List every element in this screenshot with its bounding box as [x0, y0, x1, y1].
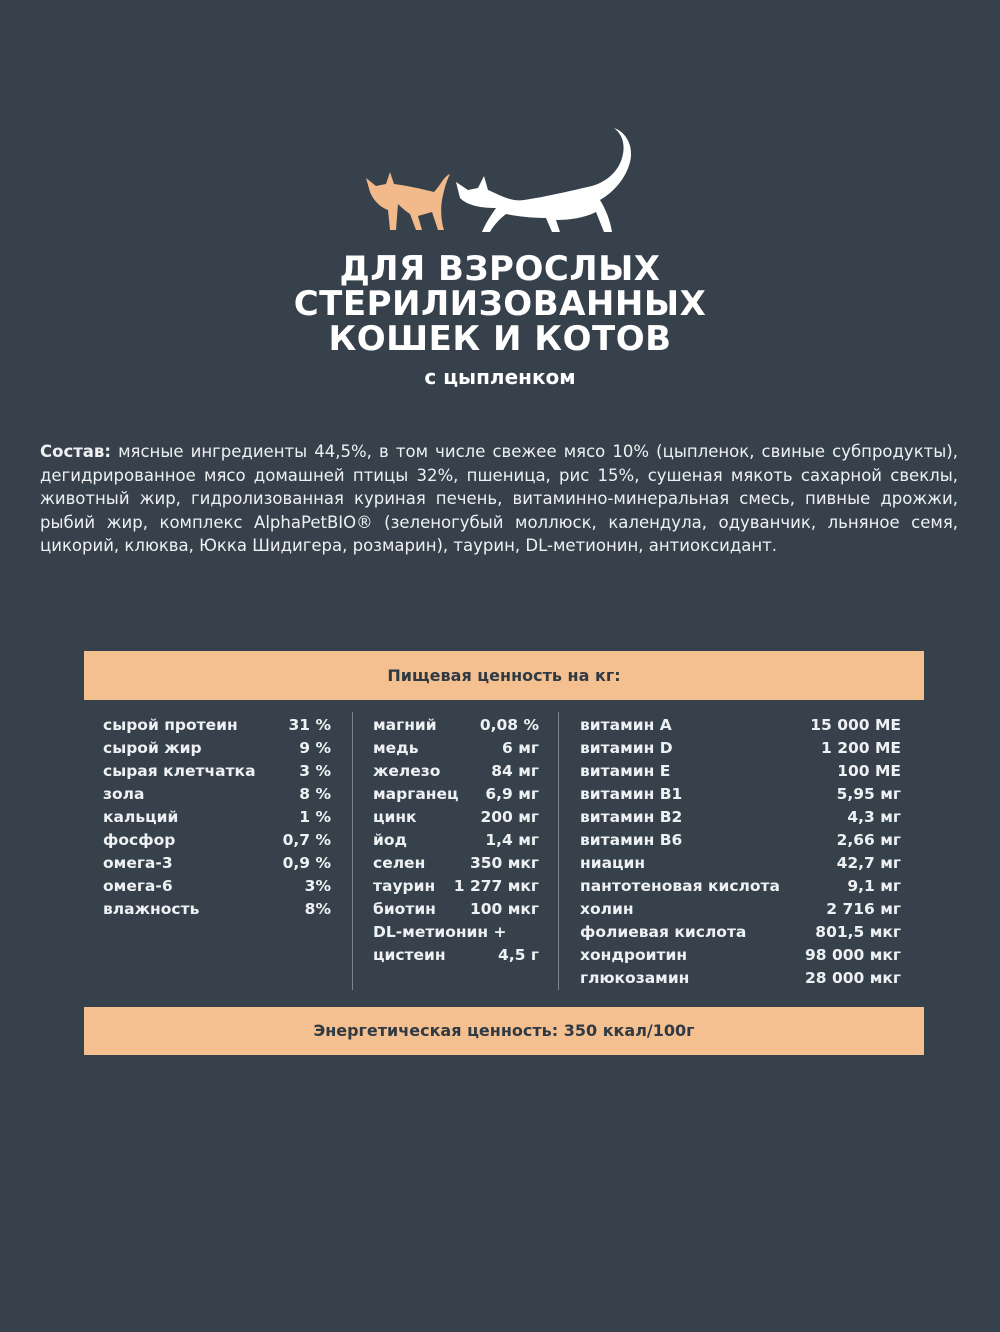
nutrient-value: 350 мкг [469, 854, 539, 872]
nutrient-row [373, 921, 539, 944]
column-divider [558, 712, 559, 990]
nutrient-name: биотин [373, 900, 436, 918]
nutrient-row [373, 806, 539, 829]
nutrient-row [373, 944, 539, 967]
nutrient-name: витамин D [580, 739, 673, 757]
nutrient-row [373, 760, 539, 783]
cat-icon [456, 128, 631, 232]
nutrient-value: 1,4 мг [485, 831, 539, 849]
nutrient-row [580, 852, 901, 875]
nutrient-name: омега-3 [103, 854, 173, 872]
nutrient-row [103, 783, 331, 806]
brand-logo [360, 120, 640, 240]
nutrient-value: 31 % [288, 716, 331, 734]
nutrient-name: цистеин [373, 946, 446, 964]
nutrient-value: 0,08 % [479, 716, 539, 734]
nutrient-name: ниацин [580, 854, 646, 872]
composition-body: мясные ингредиенты 44,5%, в том числе свежее мясо 10% (цыпленок, свиные субпродукты), дегидрированное мясо домашней птицы 32%, пшеница, рис 15%, сушеная мякоть сахарной свеклы, животный жир, гидролизованная куриная печень, витаминно-минеральная смесь, пивные дрожжи, рыбий жир, комплекс AlphaPetBIO® (зеленогубый моллюск, календула, одуванчик, льняное семя, цикорий, клюква, Юкка Шидигера, розмарин), таурин, DL-метионин, антиоксидант. [40, 442, 958, 555]
nutrient-name: марганец [373, 785, 459, 803]
product-title [0, 249, 1000, 359]
nutrient-name: витамин E [580, 762, 671, 780]
nutrient-value: 15 000 МЕ [810, 716, 901, 734]
nutrient-name: витамин B6 [580, 831, 683, 849]
nutrient-row [373, 852, 539, 875]
nutrient-value: 100 МЕ [837, 762, 901, 780]
energy-value: Энергетическая ценность: 350 ккал/100г [84, 1007, 924, 1055]
nutrient-row [580, 921, 901, 944]
nutrient-row [373, 898, 539, 921]
composition-label: Состав: [40, 442, 111, 461]
nutrient-row [103, 806, 331, 829]
nutrient-value: 6,9 мг [485, 785, 539, 803]
nutrient-value: 3 % [299, 762, 331, 780]
nutrient-row [373, 737, 539, 760]
nutrient-name: сырая клетчатка [103, 762, 256, 780]
nutrient-value: 1 200 МЕ [821, 739, 901, 757]
title-line: КОШЕК И КОТОВ [328, 319, 672, 359]
nutrient-row [580, 967, 901, 990]
nutrient-value: 100 мкг [469, 900, 539, 918]
nutrient-name: медь [373, 739, 419, 757]
nutrient-value: 9,1 мг [847, 877, 901, 895]
nutrient-name: селен [373, 854, 426, 872]
nutrient-value: 2 716 мг [826, 900, 901, 918]
nutrient-row [580, 783, 901, 806]
nutrient-name: зола [103, 785, 145, 803]
nutrient-value: 1 277 мкг [453, 877, 539, 895]
nutrient-name: таурин [373, 877, 436, 895]
nutrient-value: 8 % [299, 785, 331, 803]
nutrient-row [103, 898, 331, 921]
nutrient-name: пантотеновая кислота [580, 877, 780, 895]
nutrient-row [373, 714, 539, 737]
nutrient-row [580, 737, 901, 760]
nutrient-row [103, 714, 331, 737]
nutrient-value: 4,5 г [498, 946, 539, 964]
nutrient-name: цинк [373, 808, 417, 826]
nutrient-row [580, 806, 901, 829]
nutrient-row [580, 760, 901, 783]
nutrient-value: 0,7 % [282, 831, 331, 849]
nutrient-name: витамин B1 [580, 785, 683, 803]
nutrient-name: фолиевая кислота [580, 923, 747, 941]
nutrient-name: фосфор [103, 831, 176, 849]
nutrient-name: магний [373, 716, 437, 734]
nutrient-value: 1 % [299, 808, 331, 826]
nutrient-value: 0,9 % [282, 854, 331, 872]
product-subtitle: с цыпленком [424, 365, 576, 389]
nutrient-value: 801,5 мкг [815, 923, 901, 941]
nutrient-row [103, 852, 331, 875]
nutrient-row [103, 829, 331, 852]
nutrition-column-2 [373, 714, 539, 967]
title-line: СТЕРИЛИЗОВАННЫХ [293, 284, 707, 324]
nutrient-row [580, 944, 901, 967]
nutrient-name: холин [580, 900, 634, 918]
nutrient-name: DL-метионин + [373, 923, 507, 941]
nutrient-name: железо [373, 762, 441, 780]
nutrient-name: йод [373, 831, 408, 849]
nutrition-header: Пищевая ценность на кг: [84, 651, 924, 700]
nutrient-name: сырой жир [103, 739, 202, 757]
nutrient-name: хондроитин [580, 946, 688, 964]
nutrient-row [373, 829, 539, 852]
nutrient-value: 84 мг [491, 762, 539, 780]
nutrient-row [103, 875, 331, 898]
kitten-icon [366, 172, 450, 230]
nutrient-row [580, 875, 901, 898]
nutrient-value: 6 мг [502, 739, 539, 757]
nutrient-value: 5,95 мг [836, 785, 901, 803]
nutrient-row [103, 760, 331, 783]
nutrient-value: 8% [304, 900, 331, 918]
column-divider [352, 712, 353, 990]
nutrient-row [580, 829, 901, 852]
nutrient-name: витамин А [580, 716, 672, 734]
nutrient-name: омега-6 [103, 877, 173, 895]
nutrient-row [373, 875, 539, 898]
nutrient-name: кальций [103, 808, 179, 826]
nutrient-value: 3% [304, 877, 331, 895]
composition-text [40, 440, 958, 558]
nutrient-row [580, 898, 901, 921]
nutrient-row [580, 714, 901, 737]
nutrition-column-1 [103, 714, 331, 921]
nutrient-name: сырой протеин [103, 716, 238, 734]
nutrient-value: 98 000 мкг [804, 946, 901, 964]
nutrient-row [373, 783, 539, 806]
nutrient-value: 9 % [299, 739, 331, 757]
title-line: ДЛЯ ВЗРОСЛЫХ [339, 249, 661, 289]
nutrient-row [103, 737, 331, 760]
nutrient-value: 42,7 мг [836, 854, 901, 872]
nutrient-value: 2,66 мг [836, 831, 901, 849]
nutrient-value: 28 000 мкг [804, 969, 901, 987]
nutrient-name: витамин B2 [580, 808, 683, 826]
nutrient-value: 200 мг [480, 808, 539, 826]
nutrition-column-3 [580, 714, 901, 990]
nutrient-value: 4,3 мг [847, 808, 901, 826]
nutrient-name: влажность [103, 900, 200, 918]
nutrient-name: глюкозамин [580, 969, 690, 987]
